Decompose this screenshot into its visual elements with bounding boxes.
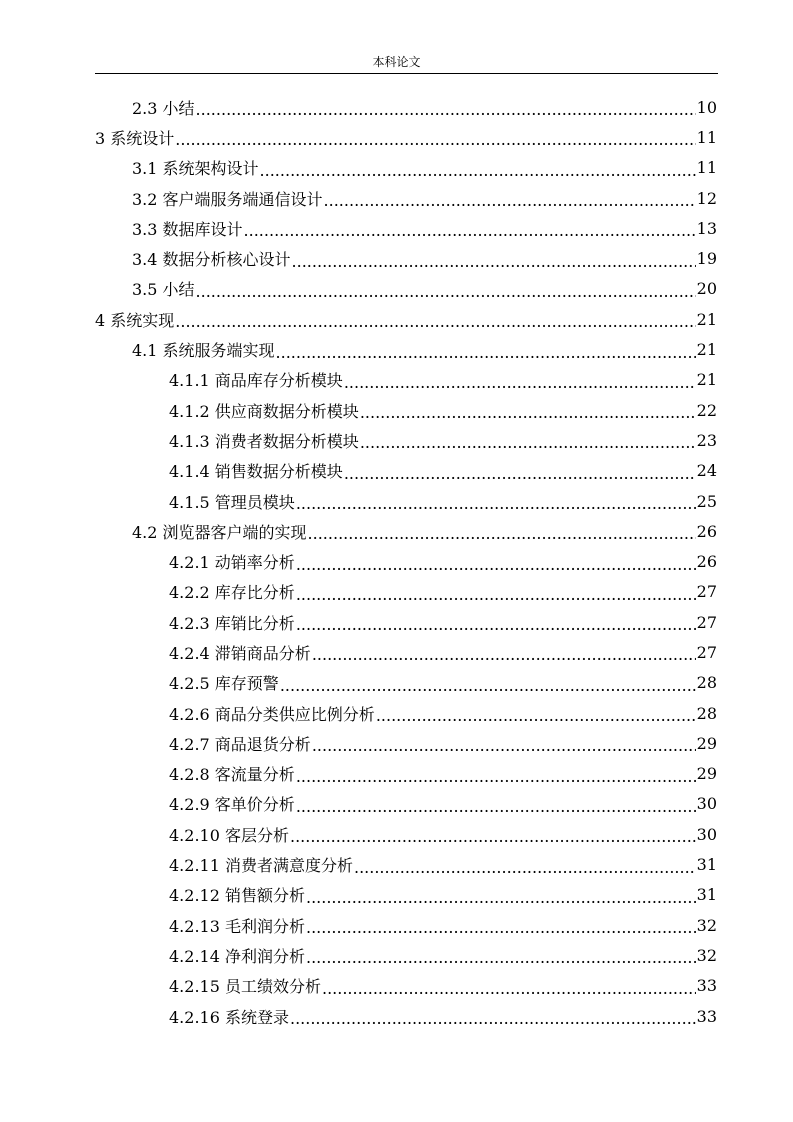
toc-entry-title: 4.2.11 消费者满意度分析 [169, 856, 353, 876]
toc-entry-title: 4.1.1 商品库存分析模块 [169, 371, 343, 391]
toc-entry[interactable] [0, 1001, 793, 1031]
toc-entry-page-number: 30 [696, 824, 717, 844]
toc-entry-page-number: 27 [696, 612, 717, 632]
toc-dot-leader [244, 223, 696, 239]
toc-entry-page-number: 21 [696, 370, 717, 390]
toc-entry-page-number: 19 [696, 249, 717, 269]
toc-entry-title: 4.2.1 动销率分析 [169, 553, 295, 573]
toc-entry-title: 4.2.6 商品分类供应比例分析 [169, 704, 375, 724]
toc-dot-leader [296, 496, 696, 512]
toc-dot-leader [344, 375, 696, 391]
toc-entry[interactable] [0, 153, 793, 183]
toc-entry[interactable] [0, 456, 793, 486]
toc-entry-page-number: 28 [696, 703, 717, 723]
toc-entry-title: 4.2.5 库存预警 [169, 674, 279, 694]
toc-entry[interactable] [0, 668, 793, 698]
toc-entry-page-number: 22 [696, 400, 717, 420]
toc-entry-page-number: 10 [696, 97, 717, 117]
toc-entry-title: 4.2.16 系统登录 [169, 1007, 289, 1027]
toc-dot-leader [312, 738, 696, 754]
toc-entry-title: 4.2.3 库销比分析 [169, 613, 295, 633]
toc-entry-title: 4.2.9 客单价分析 [169, 795, 295, 815]
toc-entry-page-number: 33 [696, 976, 717, 996]
table-of-contents [0, 92, 793, 1031]
toc-entry-page-number: 31 [696, 855, 717, 875]
toc-entry[interactable] [0, 910, 793, 940]
toc-entry-page-number: 11 [696, 127, 717, 147]
toc-dot-leader [290, 829, 696, 845]
toc-entry[interactable] [0, 122, 793, 152]
toc-entry[interactable] [0, 334, 793, 364]
toc-entry-title: 3 系统设计 [95, 128, 175, 148]
toc-entry[interactable] [0, 849, 793, 879]
toc-entry-title: 4.2.8 客流量分析 [169, 765, 295, 785]
toc-entry-page-number: 28 [696, 673, 717, 693]
toc-entry[interactable] [0, 759, 793, 789]
toc-entry-page-number: 23 [696, 430, 717, 450]
toc-entry[interactable] [0, 940, 793, 970]
toc-entry[interactable] [0, 274, 793, 304]
toc-entry-page-number: 29 [696, 764, 717, 784]
toc-entry-page-number: 21 [696, 340, 717, 360]
toc-entry-title: 4.2.13 毛利润分析 [169, 916, 305, 936]
toc-dot-leader [322, 981, 696, 997]
toc-entry-page-number: 24 [696, 461, 717, 481]
toc-dot-leader [324, 193, 696, 209]
toc-entry-title: 4.2.15 员工绩效分析 [169, 977, 321, 997]
toc-dot-leader [292, 254, 696, 270]
toc-entry-page-number: 32 [696, 945, 717, 965]
toc-entry-title: 4.2.7 商品退货分析 [169, 734, 311, 754]
toc-entry-title: 4 系统实现 [95, 310, 175, 330]
toc-entry-title: 4.2.2 库存比分析 [169, 583, 295, 603]
toc-dot-leader [306, 920, 696, 936]
toc-entry[interactable] [0, 728, 793, 758]
toc-entry-page-number: 25 [696, 491, 717, 511]
toc-dot-leader [196, 102, 696, 118]
header-divider [95, 73, 718, 74]
toc-entry-title: 3.2 客户端服务端通信设计 [132, 189, 323, 209]
toc-entry-title: 4.1.2 供应商数据分析模块 [169, 401, 359, 421]
toc-dot-leader [308, 526, 696, 542]
toc-dot-leader [296, 799, 696, 815]
toc-entry[interactable] [0, 819, 793, 849]
toc-dot-leader [296, 587, 696, 603]
toc-entry[interactable] [0, 243, 793, 273]
toc-dot-leader [354, 860, 696, 876]
toc-entry-page-number: 20 [696, 279, 717, 299]
toc-entry[interactable] [0, 698, 793, 728]
toc-entry[interactable] [0, 516, 793, 546]
toc-dot-leader [312, 647, 696, 663]
toc-entry[interactable] [0, 971, 793, 1001]
toc-entry-page-number: 27 [696, 642, 717, 662]
toc-entry-page-number: 21 [696, 309, 717, 329]
toc-entry[interactable] [0, 304, 793, 334]
toc-dot-leader [296, 617, 696, 633]
toc-entry[interactable] [0, 577, 793, 607]
toc-entry[interactable] [0, 789, 793, 819]
toc-dot-leader [175, 314, 695, 330]
toc-entry-title: 4.1.5 管理员模块 [169, 492, 295, 512]
toc-dot-leader [344, 466, 696, 482]
toc-entry-title: 4.2.10 客层分析 [169, 825, 289, 845]
toc-entry-page-number: 26 [696, 521, 717, 541]
toc-dot-leader [376, 708, 696, 724]
toc-dot-leader [306, 890, 696, 906]
toc-entry-title: 3.5 小结 [132, 280, 195, 300]
toc-entry-page-number: 27 [696, 582, 717, 602]
toc-entry[interactable] [0, 92, 793, 122]
toc-entry-page-number: 26 [696, 552, 717, 572]
toc-entry-title: 4.1 系统服务端实现 [132, 341, 275, 361]
toc-entry-title: 4.1.4 销售数据分析模块 [169, 462, 343, 482]
toc-dot-leader [290, 1011, 696, 1027]
toc-entry-page-number: 31 [696, 885, 717, 905]
toc-dot-leader [175, 132, 695, 148]
toc-dot-leader [360, 405, 696, 421]
toc-entry-title: 4.2.4 滞销商品分析 [169, 643, 311, 663]
toc-dot-leader [296, 557, 696, 573]
toc-dot-leader [296, 769, 696, 785]
toc-entry-title: 4.1.3 消费者数据分析模块 [169, 431, 359, 451]
toc-entry-title: 4.2.14 净利润分析 [169, 946, 305, 966]
toc-dot-leader [280, 678, 696, 694]
toc-entry[interactable] [0, 213, 793, 243]
toc-entry-title: 4.2 浏览器客户端的实现 [132, 522, 307, 542]
toc-entry[interactable] [0, 486, 793, 516]
toc-entry-title: 3.4 数据分析核心设计 [132, 250, 291, 270]
toc-dot-leader [306, 950, 696, 966]
toc-dot-leader [276, 345, 696, 361]
toc-entry-title: 4.2.12 销售额分析 [169, 886, 305, 906]
toc-entry-title: 2.3 小结 [132, 98, 195, 118]
toc-entry-page-number: 30 [696, 794, 717, 814]
toc-dot-leader [360, 435, 696, 451]
toc-entry-page-number: 11 [696, 158, 717, 178]
toc-entry[interactable] [0, 546, 793, 576]
toc-dot-leader [196, 284, 696, 300]
toc-entry-page-number: 29 [696, 733, 717, 753]
toc-entry-title: 3.3 数据库设计 [132, 219, 243, 239]
toc-dot-leader [260, 163, 696, 179]
toc-entry[interactable] [0, 607, 793, 637]
toc-entry-page-number: 12 [696, 188, 717, 208]
page-header-title: 本科论文 [372, 55, 421, 69]
toc-entry[interactable] [0, 880, 793, 910]
toc-entry-title: 3.1 系统架构设计 [132, 159, 259, 179]
toc-entry[interactable] [0, 425, 793, 455]
toc-entry[interactable] [0, 365, 793, 395]
toc-entry[interactable] [0, 183, 793, 213]
toc-entry[interactable] [0, 637, 793, 667]
toc-entry-page-number: 33 [696, 1006, 717, 1026]
toc-entry-page-number: 13 [696, 218, 717, 238]
toc-entry[interactable] [0, 395, 793, 425]
toc-entry-page-number: 32 [696, 915, 717, 935]
